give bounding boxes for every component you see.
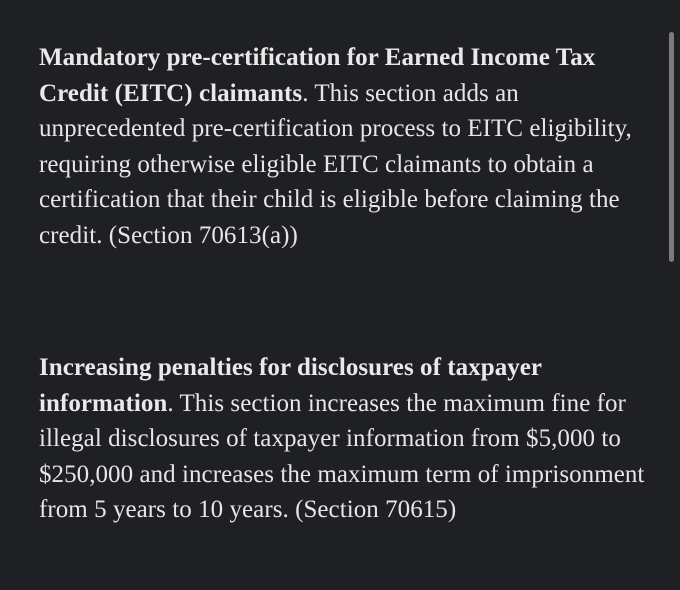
section-disclosure-penalties <box>39 350 649 528</box>
document-content <box>39 40 649 528</box>
vertical-scrollbar[interactable] <box>664 0 680 590</box>
section-body: . This section increases the maximum fine for illegal disclosures of taxpayer information from $5,000 to $250,000 and increases the maximum term of imprisonment from 5 years to 10 years. (Section 70615) <box>39 389 645 523</box>
section-heading: Mandatory pre-certification for Earned Income Tax Credit (EITC) claimants <box>39 44 596 107</box>
section-body: . This section adds an unprecedented pre-certification process to EITC eligibility, requiring otherwise eligible EITC claimants to obtain a certification that their child is eligible before claiming the credit. (Section 70613(a)) <box>39 79 632 249</box>
scrollbar-thumb[interactable] <box>669 32 674 262</box>
section-eitc-precertification <box>39 40 649 253</box>
section-heading: Increasing penalties for disclosures of taxpayer information <box>39 354 542 417</box>
